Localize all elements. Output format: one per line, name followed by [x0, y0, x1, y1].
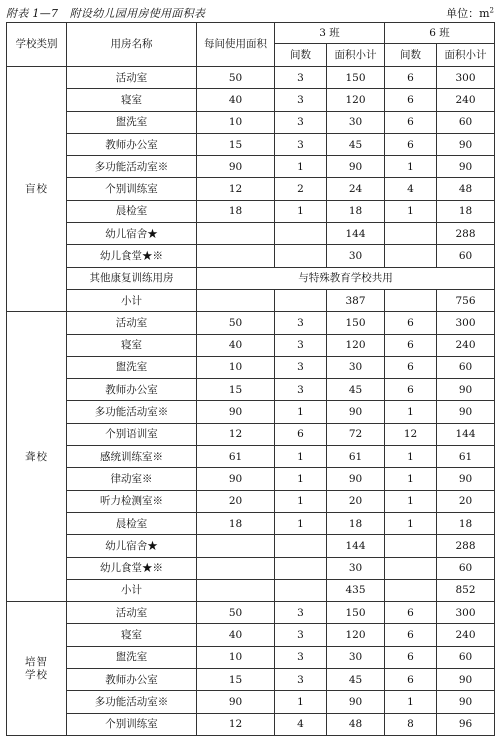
class6-room-count: 1 [385, 401, 437, 423]
class3-area-subtotal: 18 [327, 200, 385, 222]
per-room-area [197, 535, 275, 557]
per-room-area: 50 [197, 602, 275, 624]
class3-area-subtotal: 150 [327, 312, 385, 334]
class6-room-count [385, 557, 437, 579]
class3-area-subtotal: 90 [327, 156, 385, 178]
table-header [7, 23, 495, 67]
class3-area-subtotal: 90 [327, 691, 385, 713]
class6-room-count: 6 [385, 669, 437, 691]
table-row [7, 379, 495, 401]
class3-room-count: 1 [275, 512, 327, 534]
class3-room-count: 1 [275, 401, 327, 423]
room-name: 活动室 [67, 602, 197, 624]
room-name: 盥洗室 [67, 111, 197, 133]
table-row [7, 535, 495, 557]
class3-room-count: 3 [275, 334, 327, 356]
class6-area-subtotal: 300 [437, 602, 495, 624]
class3-room-count: 3 [275, 669, 327, 691]
table-row [7, 669, 495, 691]
class3-area-subtotal: 20 [327, 490, 385, 512]
class3-area-subtotal: 30 [327, 557, 385, 579]
class3-area-subtotal: 150 [327, 67, 385, 89]
class3-area-subtotal: 387 [327, 289, 385, 311]
class3-area-subtotal: 90 [327, 401, 385, 423]
per-room-area: 18 [197, 512, 275, 534]
class6-area-subtotal: 96 [437, 713, 495, 735]
table-row [7, 156, 495, 178]
class3-room-count: 1 [275, 200, 327, 222]
room-name: 多功能活动室※ [67, 156, 197, 178]
class3-area-subtotal: 24 [327, 178, 385, 200]
class3-room-count [275, 557, 327, 579]
class6-room-count: 1 [385, 691, 437, 713]
header-class3: 3 班 [275, 23, 385, 44]
class6-room-count: 1 [385, 446, 437, 468]
room-name: 活动室 [67, 312, 197, 334]
school-category: 培智学校 [7, 602, 67, 736]
class3-area-subtotal: 435 [327, 579, 385, 601]
per-room-area: 12 [197, 713, 275, 735]
table-row [7, 624, 495, 646]
room-name: 个别训练室 [67, 713, 197, 735]
table-row [7, 312, 495, 334]
class6-area-subtotal: 90 [437, 156, 495, 178]
class6-area-subtotal: 20 [437, 490, 495, 512]
class3-area-subtotal: 30 [327, 356, 385, 378]
class3-area-subtotal: 144 [327, 223, 385, 245]
class6-room-count: 6 [385, 356, 437, 378]
per-room-area: 12 [197, 178, 275, 200]
class6-area-subtotal: 852 [437, 579, 495, 601]
header-class6: 6 班 [385, 23, 495, 44]
class6-room-count: 1 [385, 468, 437, 490]
room-name: 寝室 [67, 624, 197, 646]
class6-room-count [385, 535, 437, 557]
per-room-area: 15 [197, 379, 275, 401]
room-name: 晨检室 [67, 200, 197, 222]
class6-area-subtotal: 288 [437, 535, 495, 557]
class3-area-subtotal: 120 [327, 624, 385, 646]
class6-area-subtotal: 756 [437, 289, 495, 311]
class3-room-count [275, 579, 327, 601]
room-name: 律动室※ [67, 468, 197, 490]
per-room-area [197, 245, 275, 267]
class6-room-count: 6 [385, 111, 437, 133]
class3-area-subtotal: 45 [327, 379, 385, 401]
class3-room-count: 3 [275, 624, 327, 646]
class6-area-subtotal: 300 [437, 67, 495, 89]
class3-area-subtotal: 18 [327, 512, 385, 534]
class3-area-subtotal: 30 [327, 111, 385, 133]
room-name: 感统训练室※ [67, 446, 197, 468]
room-name: 幼儿食堂★※ [67, 557, 197, 579]
class6-area-subtotal: 60 [437, 356, 495, 378]
class6-area-subtotal: 90 [437, 133, 495, 155]
class6-area-subtotal: 18 [437, 200, 495, 222]
class6-area-subtotal: 90 [437, 691, 495, 713]
room-name: 其他康复训练用房 [67, 267, 197, 289]
class6-area-subtotal: 60 [437, 111, 495, 133]
room-name: 教师办公室 [67, 379, 197, 401]
header-class3-rooms: 间数 [275, 44, 327, 67]
class6-room-count: 6 [385, 312, 437, 334]
unit-label [446, 5, 494, 21]
room-name: 晨检室 [67, 512, 197, 534]
class6-area-subtotal: 240 [437, 334, 495, 356]
school-category: 盲校 [7, 67, 67, 312]
unit-superscript: 2 [489, 6, 494, 15]
table-row [7, 579, 495, 601]
per-room-area: 20 [197, 490, 275, 512]
class6-area-subtotal: 90 [437, 468, 495, 490]
room-name: 盥洗室 [67, 646, 197, 668]
class3-area-subtotal: 120 [327, 334, 385, 356]
header-class6-area: 面积小计 [437, 44, 495, 67]
table-row [7, 223, 495, 245]
table-row [7, 200, 495, 222]
class3-room-count: 1 [275, 446, 327, 468]
room-name: 教师办公室 [67, 133, 197, 155]
per-room-area: 15 [197, 669, 275, 691]
class6-area-subtotal: 90 [437, 669, 495, 691]
room-name: 寝室 [67, 334, 197, 356]
per-room-area: 90 [197, 468, 275, 490]
table-row [7, 602, 495, 624]
table-row [7, 267, 495, 289]
room-name: 寝室 [67, 89, 197, 111]
room-name: 小计 [67, 579, 197, 601]
class3-room-count: 3 [275, 89, 327, 111]
class3-area-subtotal: 72 [327, 423, 385, 445]
class6-area-subtotal: 48 [437, 178, 495, 200]
table-row [7, 334, 495, 356]
class3-room-count [275, 223, 327, 245]
class6-room-count: 1 [385, 490, 437, 512]
class6-room-count: 1 [385, 512, 437, 534]
per-room-area: 40 [197, 89, 275, 111]
class6-room-count: 8 [385, 713, 437, 735]
table-title: 附表 1—7 附设幼儿园用房使用面积表 [6, 7, 206, 20]
class3-room-count: 3 [275, 111, 327, 133]
school-category: 聋校 [7, 312, 67, 602]
shared-note: 与特殊教育学校共用 [197, 267, 495, 289]
class6-room-count [385, 245, 437, 267]
class6-area-subtotal: 90 [437, 379, 495, 401]
class6-room-count: 6 [385, 624, 437, 646]
class3-room-count: 1 [275, 490, 327, 512]
class3-area-subtotal: 144 [327, 535, 385, 557]
table-row [7, 423, 495, 445]
class3-room-count: 3 [275, 67, 327, 89]
per-room-area [197, 223, 275, 245]
room-name: 活动室 [67, 67, 197, 89]
table-row [7, 691, 495, 713]
class6-room-count: 6 [385, 67, 437, 89]
class3-area-subtotal: 30 [327, 646, 385, 668]
class3-room-count: 2 [275, 178, 327, 200]
table-row [7, 178, 495, 200]
table-row [7, 512, 495, 534]
room-name: 个别训练室 [67, 178, 197, 200]
class3-room-count [275, 289, 327, 311]
table-row [7, 67, 495, 89]
table-row [7, 133, 495, 155]
class3-room-count: 4 [275, 713, 327, 735]
class6-area-subtotal: 61 [437, 446, 495, 468]
class6-room-count: 6 [385, 379, 437, 401]
table-row [7, 646, 495, 668]
table-body [7, 67, 495, 736]
room-name: 听力检测室※ [67, 490, 197, 512]
table-row [7, 468, 495, 490]
per-room-area: 90 [197, 401, 275, 423]
class3-area-subtotal: 30 [327, 245, 385, 267]
table-caption [6, 4, 494, 22]
class6-room-count: 6 [385, 646, 437, 668]
class6-area-subtotal: 18 [437, 512, 495, 534]
class6-room-count: 12 [385, 423, 437, 445]
table-row [7, 401, 495, 423]
per-room-area: 61 [197, 446, 275, 468]
class3-room-count: 3 [275, 133, 327, 155]
class6-area-subtotal: 60 [437, 646, 495, 668]
class3-room-count: 1 [275, 691, 327, 713]
per-room-area: 50 [197, 67, 275, 89]
class6-area-subtotal: 60 [437, 245, 495, 267]
header-class6-rooms: 间数 [385, 44, 437, 67]
room-name: 幼儿宿舍★ [67, 535, 197, 557]
room-name: 教师办公室 [67, 669, 197, 691]
table-row [7, 446, 495, 468]
class6-area-subtotal: 240 [437, 624, 495, 646]
per-room-area: 10 [197, 356, 275, 378]
class6-room-count [385, 289, 437, 311]
per-room-area: 40 [197, 624, 275, 646]
table-row [7, 89, 495, 111]
class3-room-count: 6 [275, 423, 327, 445]
table-row [7, 490, 495, 512]
class3-room-count: 3 [275, 602, 327, 624]
class6-room-count: 6 [385, 133, 437, 155]
class3-room-count: 3 [275, 312, 327, 334]
table-row [7, 557, 495, 579]
per-room-area: 12 [197, 423, 275, 445]
room-name: 幼儿食堂★※ [67, 245, 197, 267]
unit-text: 单位：m [446, 7, 490, 20]
class6-area-subtotal: 240 [437, 89, 495, 111]
per-room-area [197, 579, 275, 601]
room-name: 盥洗室 [67, 356, 197, 378]
table-row [7, 245, 495, 267]
header-school-type: 学校类别 [7, 23, 67, 67]
room-area-table [6, 22, 495, 736]
header-room-name: 用房名称 [67, 23, 197, 67]
table-row [7, 713, 495, 735]
class3-room-count: 1 [275, 468, 327, 490]
class6-room-count: 1 [385, 156, 437, 178]
class3-area-subtotal: 120 [327, 89, 385, 111]
class3-area-subtotal: 45 [327, 133, 385, 155]
class6-area-subtotal: 300 [437, 312, 495, 334]
class3-room-count: 3 [275, 646, 327, 668]
per-room-area: 18 [197, 200, 275, 222]
header-per-area: 每间使用面积 [197, 23, 275, 67]
class6-room-count: 6 [385, 602, 437, 624]
class3-room-count: 3 [275, 379, 327, 401]
table-row [7, 111, 495, 133]
per-room-area: 10 [197, 646, 275, 668]
per-room-area: 15 [197, 133, 275, 155]
class6-area-subtotal: 60 [437, 557, 495, 579]
class3-room-count [275, 535, 327, 557]
header-class3-area: 面积小计 [327, 44, 385, 67]
per-room-area [197, 557, 275, 579]
class6-room-count: 6 [385, 89, 437, 111]
room-name: 多功能活动室※ [67, 691, 197, 713]
room-name: 多功能活动室※ [67, 401, 197, 423]
class3-area-subtotal: 45 [327, 669, 385, 691]
per-room-area: 40 [197, 334, 275, 356]
class6-room-count [385, 579, 437, 601]
class3-area-subtotal: 48 [327, 713, 385, 735]
table-row [7, 356, 495, 378]
table-row [7, 289, 495, 311]
class3-room-count [275, 245, 327, 267]
class3-room-count: 3 [275, 356, 327, 378]
room-name: 个别语训室 [67, 423, 197, 445]
class3-room-count: 1 [275, 156, 327, 178]
class3-area-subtotal: 61 [327, 446, 385, 468]
room-name: 幼儿宿舍★ [67, 223, 197, 245]
per-room-area: 10 [197, 111, 275, 133]
class6-room-count: 1 [385, 200, 437, 222]
room-name: 小计 [67, 289, 197, 311]
class6-area-subtotal: 90 [437, 401, 495, 423]
class6-area-subtotal: 288 [437, 223, 495, 245]
class6-room-count [385, 223, 437, 245]
class6-room-count: 6 [385, 334, 437, 356]
per-room-area: 90 [197, 691, 275, 713]
per-room-area: 50 [197, 312, 275, 334]
per-room-area: 90 [197, 156, 275, 178]
per-room-area [197, 289, 275, 311]
class6-room-count: 4 [385, 178, 437, 200]
class3-area-subtotal: 150 [327, 602, 385, 624]
class6-area-subtotal: 144 [437, 423, 495, 445]
class3-area-subtotal: 90 [327, 468, 385, 490]
